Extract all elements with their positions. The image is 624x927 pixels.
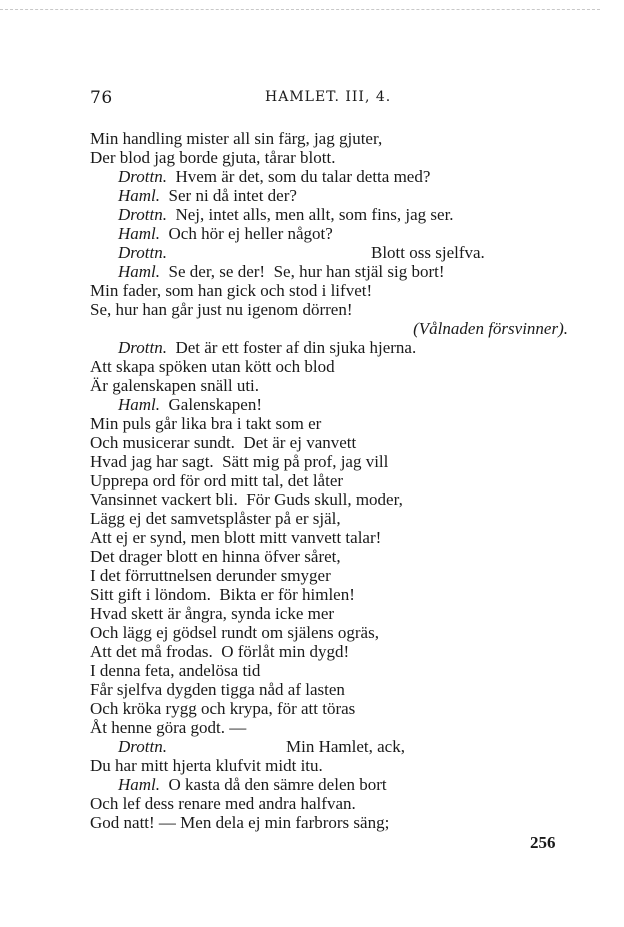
- speech-line: Haml. Se der, se der! Se, hur han stjäl sig bort!: [118, 262, 445, 281]
- verse-line: Upprepa ord för ord mitt tal, det låter: [90, 471, 344, 490]
- verse-line: I denna feta, andelösa tid: [90, 661, 261, 680]
- verse-line: Att skapa spöken utan kött och blod: [90, 357, 335, 376]
- verse-line: Du har mitt hjerta klufvit midt itu.: [90, 756, 323, 775]
- verse-line: I det förruttnelsen derunder smyger: [90, 566, 331, 585]
- speaker-name: Haml.: [118, 262, 161, 281]
- verse-line: Hvad jag har sagt. Sätt mig på prof, jag vill: [90, 452, 389, 471]
- signature-mark: 256: [530, 833, 556, 852]
- verse-line: Det drager blott en hinna öfver såret,: [90, 547, 341, 566]
- page-number: 76: [90, 88, 113, 108]
- verse-line: Vansinnet vackert bli. För Guds skull, moder,: [90, 490, 403, 509]
- verse-line: Och lef dess renare med andra halfvan.: [90, 794, 356, 813]
- play-text: [90, 129, 570, 832]
- page-header: [0, 88, 624, 108]
- speech-line: Drottn. Det är ett foster af din sjuka hjerna.: [118, 338, 417, 357]
- verse-line: Att ej er synd, men blott mitt vanvett talar!: [90, 528, 382, 547]
- speech-line: Haml. O kasta då den sämre delen bort: [118, 775, 387, 794]
- speech-line: Drottn. Nej, intet alls, men allt, som fins, jag ser.: [118, 205, 454, 224]
- verse-line: Får sjelfva dygden tigga nåd af lasten: [90, 680, 345, 699]
- verse-line: Der blod jag borde gjuta, tårar blott.: [90, 148, 336, 167]
- speech-line: Drottn. Blott oss sjelfva.: [118, 243, 485, 262]
- speech-line: Haml. Ser ni då intet der?: [118, 186, 297, 205]
- speaker-name: Haml.: [118, 775, 161, 794]
- verse-line: Att det må frodas. O förlåt min dygd!: [90, 642, 350, 661]
- verse-line: Och kröka rygg och krypa, för att töras: [90, 699, 356, 718]
- speaker-name: Drottn.: [118, 338, 167, 357]
- verse-line: Min handling mister all sin färg, jag gjuter,: [90, 129, 383, 148]
- scan-edge: [0, 9, 600, 20]
- verse-line: Min fader, som han gick och stod i lifvet!: [90, 281, 373, 300]
- speaker-name: Drottn.: [118, 205, 167, 224]
- verse-line: Och lägg ej gödsel rundt om själens ogräs,: [90, 623, 379, 642]
- verse-line: Min puls går lika bra i takt som er: [90, 414, 322, 433]
- stage-direction: (Vålnaden försvinner).: [413, 319, 568, 338]
- speech-line: Haml. Och hör ej heller något?: [118, 224, 333, 243]
- speaker-name: Haml.: [118, 395, 161, 414]
- running-head: HAMLET. III, 4.: [265, 89, 392, 105]
- verse-line: Hvad skett är ångra, synda icke mer: [90, 604, 335, 623]
- verse-line: Åt henne göra godt. —: [90, 718, 247, 737]
- verse-line: Se, hur han går just nu igenom dörren!: [90, 300, 353, 319]
- verse-line: Och musicerar sundt. Det är ej vanvett: [90, 433, 357, 452]
- speaker-name: Drottn.: [118, 737, 167, 756]
- speaker-name: Drottn.: [118, 167, 167, 186]
- verse-line: Sitt gift i löndom. Bikta er för himlen!: [90, 585, 355, 604]
- speaker-name: Haml.: [118, 186, 161, 205]
- speaker-name: Drottn.: [118, 243, 167, 262]
- speech-line: Drottn. Min Hamlet, ack,: [118, 737, 405, 756]
- speech-line: Drottn. Hvem är det, som du talar detta med?: [118, 167, 431, 186]
- speaker-name: Haml.: [118, 224, 161, 243]
- verse-line: Lägg ej det samvetsplåster på er själ,: [90, 509, 341, 528]
- verse-line: Är galenskapen snäll uti.: [90, 376, 260, 395]
- speech-line: Haml. Galenskapen!: [118, 395, 262, 414]
- verse-line: God natt! — Men dela ej min farbrors säng;: [90, 813, 390, 832]
